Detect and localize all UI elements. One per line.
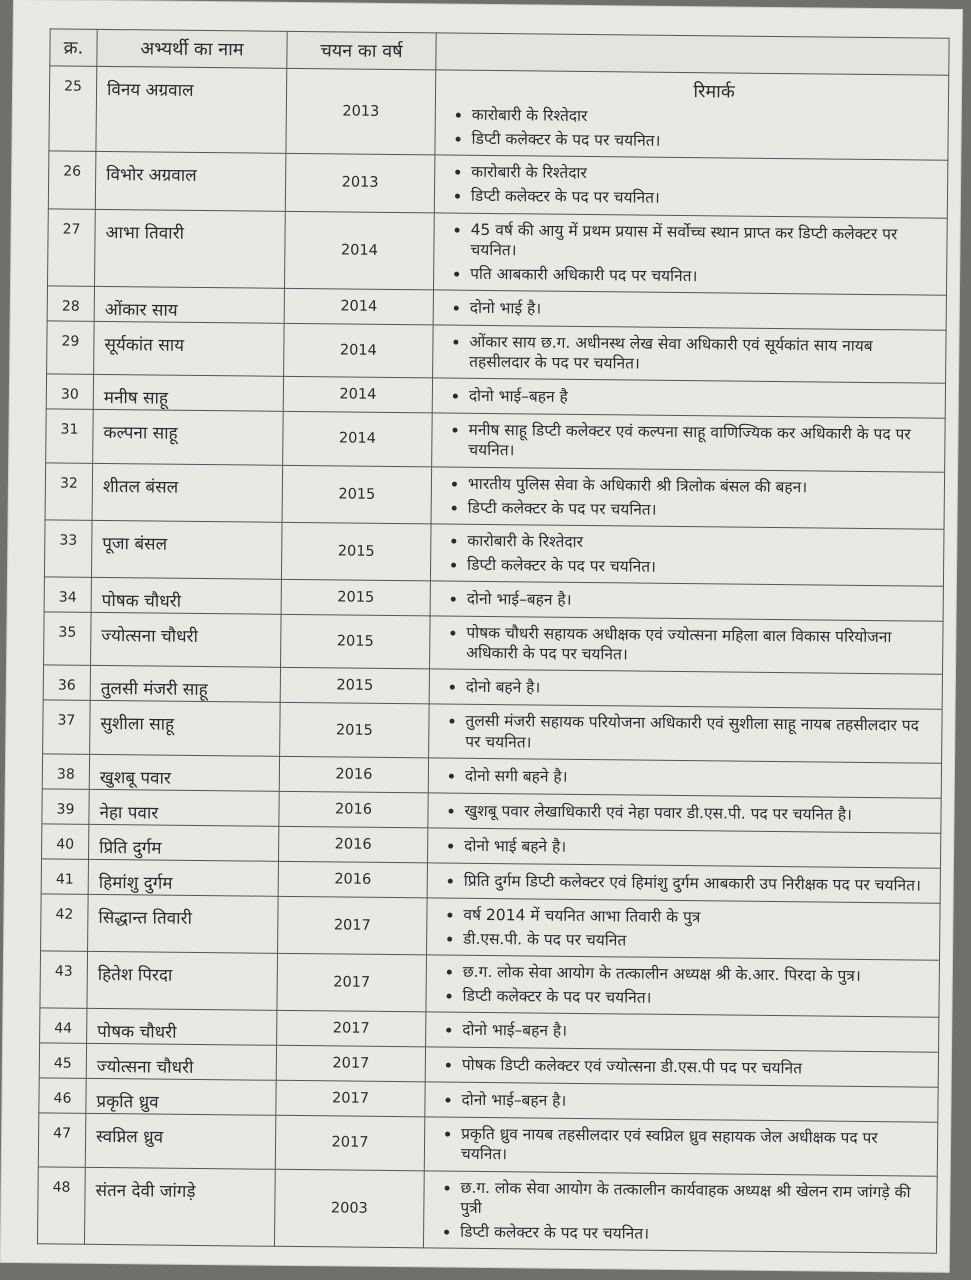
remarks-cell [432, 413, 946, 472]
candidate-name-cell: प्रिति दुर्गम [89, 824, 279, 861]
remark-item: • भारतीय पुलिस सेवा के अधिकारी श्री त्रिलोक बंसल की बहन। [468, 473, 934, 498]
serial-cell: 38 [42, 754, 89, 789]
serial-cell: 42 [41, 894, 89, 952]
candidate-name-cell: हिमांशु दुर्गम [88, 859, 278, 896]
table-row [41, 894, 941, 961]
remarks-cell [432, 378, 945, 418]
remarks-cell [425, 1082, 938, 1122]
serial-cell: 30 [46, 374, 93, 409]
remarks-list [442, 835, 930, 860]
header-name: अभ्यर्थी का नाम [97, 29, 287, 68]
candidate-name-cell: हितेश पिरदा [87, 951, 278, 1010]
remarks-cell [426, 1012, 939, 1052]
remark-item: • डिप्टी कलेक्टर के पद पर चयनित। [462, 986, 928, 1011]
remark-item: • कारोबारी के रिश्तेदार [467, 531, 933, 556]
serial-cell: 27 [48, 208, 96, 286]
candidate-name-cell: पोषक चौधरी [91, 577, 281, 614]
header-remarks-blank [436, 33, 949, 75]
remark-item: • छ.ग. लोक सेवा आयोग के तत्कालीन कार्यवाहक अध्यक्ष श्री खेलन राम जांगड़े की पुत्री [460, 1177, 926, 1222]
serial-cell: 46 [39, 1078, 86, 1113]
remarks-cell [430, 524, 944, 587]
candidate-name-cell: विभोर अग्रवाल [95, 152, 286, 211]
remarks-list [438, 1177, 927, 1247]
serial-cell: 36 [43, 665, 90, 700]
header-serial: क्र. [50, 29, 97, 66]
remark-item: • डिप्टी कलेक्टर के पद पर चयनित। [468, 497, 934, 522]
remarks-cell [430, 616, 944, 675]
table-row [43, 700, 943, 763]
remark-item: • पति आबकारी अधिकारी पद पर चयनित। [470, 264, 936, 289]
remarks-list [448, 297, 936, 322]
remarks-cell [433, 290, 946, 330]
candidate-name-cell: तुलसी मंजरी साहू [90, 666, 280, 703]
candidate-name-cell: नेहा पवार [89, 789, 279, 826]
serial-cell: 29 [47, 321, 95, 375]
remarks-list [444, 623, 932, 668]
remark-item: • डी.एस.पी. के पद पर चयनित [463, 929, 929, 954]
document-page [1, 0, 962, 1272]
remark-item: • प्रिति दुर्गम डिप्टी कलेक्टर एवं हिमांशु दुर्गम आबकारी उप निरीक्षक पद पर चयनित। [464, 870, 930, 895]
remark-item: • कारोबारी के रिश्तेदार [471, 162, 937, 187]
remark-item: • दोनो भाई–बहन है [469, 386, 935, 411]
remarks-cell [435, 70, 949, 161]
remarks-list [448, 219, 937, 289]
remarks-cell [427, 828, 940, 868]
selection-year-cell: 2016 [279, 756, 428, 793]
remarks-list [449, 162, 937, 211]
table-row [40, 951, 940, 1018]
selection-year-cell: 2015 [280, 668, 429, 705]
selection-year-cell: 2016 [279, 791, 428, 828]
remarks-cell [428, 793, 941, 833]
selection-year-cell: 2017 [277, 953, 427, 1012]
remarks-cell [429, 704, 943, 763]
candidate-name-cell: खुशबू पवार [89, 754, 279, 791]
remarks-list [447, 386, 935, 411]
remarks-cell [428, 758, 941, 798]
candidate-name-cell: संतन देवी जांगड़े [84, 1167, 275, 1246]
selection-year-cell: 2015 [281, 579, 430, 616]
remarks-cell [427, 898, 941, 961]
remark-item: • दोनो भाई–बहन है। [462, 1020, 928, 1045]
header-remarks: रिमार्क [693, 81, 735, 103]
remark-item: • खुशबू पवार लेखाधिकारी एवं नेहा पवार डी.एस.पी. पद पर चयनित है। [464, 800, 930, 825]
remarks-cell [424, 1117, 938, 1176]
remarks-cell [425, 1047, 938, 1087]
serial-cell: 25 [49, 66, 97, 152]
selection-year-cell: 2015 [282, 465, 432, 524]
table-row [48, 208, 948, 295]
selection-year-cell: 2014 [283, 377, 432, 414]
remarks-list [440, 1055, 928, 1080]
remarks-list [444, 677, 932, 702]
remark-item: • मनीष साहू डिप्टी कलेक्टर एवं कल्पना साहू वाणिज्यिक कर अधिकारी के पद पर चयनित। [468, 420, 934, 465]
remark-item: • दोनो भाई बहने है। [464, 835, 930, 860]
remarks-cell [433, 325, 947, 384]
selection-year-cell: 2017 [276, 1046, 425, 1083]
candidate-table [37, 28, 950, 1253]
remarks-list [449, 105, 937, 154]
selection-year-cell: 2017 [277, 1011, 426, 1048]
selection-year-cell: 2013 [286, 68, 436, 155]
serial-cell: 31 [46, 409, 94, 463]
table-row [48, 151, 948, 218]
remarks-list [443, 765, 931, 790]
remark-item: • वर्ष 2014 में चयनित आभा तिवारी के पुत्र [463, 904, 929, 929]
remarks-list [446, 473, 934, 522]
remarks-cell [433, 212, 947, 295]
selection-year-cell: 2003 [274, 1169, 424, 1248]
candidate-name-cell: शीतल बंसल [92, 463, 283, 522]
serial-cell: 28 [47, 286, 94, 321]
selection-year-cell: 2015 [281, 614, 431, 669]
selection-year-cell: 2016 [278, 861, 427, 898]
remarks-list [442, 870, 930, 895]
serial-cell: 44 [40, 1008, 87, 1043]
serial-cell: 39 [42, 789, 89, 824]
serial-cell: 47 [38, 1113, 86, 1167]
serial-cell: 45 [39, 1043, 86, 1078]
remark-item: • दोनो बहने है। [466, 677, 932, 702]
candidate-name-cell: मनीष साहू [93, 375, 283, 412]
remark-item: • डिप्टी कलेक्टर के पद पर चयनित। [471, 186, 937, 211]
remarks-list [439, 1090, 927, 1115]
selection-year-cell: 2015 [281, 522, 431, 581]
remarks-list [443, 711, 931, 756]
serial-cell: 48 [37, 1166, 85, 1244]
remark-item: • दोनो भाई–बहन है। [467, 589, 933, 614]
remark-item: • कारोबारी के रिश्तेदार [472, 105, 938, 130]
remark-item: • छ.ग. लोक सेवा आयोग के तत्कालीन अध्यक्ष श्री के.आर. पिरदा के पुत्र। [463, 962, 929, 987]
candidate-name-cell: सुशीला साहू [90, 701, 281, 756]
serial-cell: 37 [43, 700, 91, 754]
remarks-list [447, 332, 935, 377]
remark-item: • डिप्टी कलेक्टर के पद पर चयनित। [467, 555, 933, 580]
remark-item: • पोषक डिप्टी कलेक्टर एवं ज्योत्सना डी.एस.पी पद पर चयनित [462, 1055, 928, 1080]
candidate-name-cell: कल्पना साहू [93, 410, 284, 465]
remarks-list [442, 800, 930, 825]
candidate-name-cell: पोषक चौधरी [87, 1009, 277, 1046]
candidate-name-cell: ज्योत्सना चौधरी [86, 1044, 276, 1081]
candidate-name-cell: ओंकार साय [94, 286, 284, 323]
remarks-cell [426, 955, 940, 1018]
table-row [44, 612, 944, 675]
selection-year-cell: 2014 [284, 323, 434, 378]
remarks-list [440, 961, 928, 1010]
selection-year-cell: 2014 [284, 211, 434, 290]
candidate-name-cell: ज्योत्सना चौधरी [91, 612, 282, 667]
table-row [44, 520, 944, 587]
candidate-name-cell: विनय अग्रवाल [96, 66, 287, 153]
table-row [49, 66, 949, 161]
remarks-cell [434, 155, 948, 218]
remark-item: • 45 वर्ष की आयु में प्रथम प्रयास में सर्वोच्च स्थान प्राप्त कर डिप्टी कलेक्टर पर चयनित। [470, 219, 936, 264]
remark-item: • तुलसी मंजरी सहायक परियोजना अधिकारी एवं सुशीला साहू नायब तहसीलदार पद पर चयनित। [465, 711, 931, 756]
remarks-list [439, 1124, 927, 1169]
remarks-cell [430, 581, 943, 621]
remarks-list [441, 904, 929, 953]
selection-year-cell: 2017 [275, 1116, 425, 1171]
serial-cell: 41 [41, 859, 88, 894]
remark-item: • दोनो भाई है। [470, 298, 936, 323]
candidate-name-cell: स्वप्निल ध्रुव [85, 1114, 276, 1169]
remarks-list [446, 420, 934, 465]
selection-year-cell: 2016 [278, 826, 427, 863]
selection-year-cell: 2013 [285, 154, 435, 213]
candidate-name-cell: सिद्धान्त तिवारी [88, 894, 279, 953]
table-row [45, 462, 945, 529]
remarks-list [445, 589, 933, 614]
selection-year-cell: 2014 [283, 412, 433, 467]
remark-item: • दोनो सगी बहने है। [465, 765, 931, 790]
serial-cell: 33 [44, 520, 92, 578]
header-year: चयन का वर्ष [287, 31, 436, 70]
remarks-list [445, 530, 933, 579]
table-row [38, 1113, 938, 1176]
serial-cell: 34 [44, 577, 91, 612]
remarks-cell [429, 669, 942, 709]
selection-year-cell: 2015 [280, 703, 430, 758]
remark-item: • डिप्टी कलेक्टर के पद पर चयनित। [471, 129, 937, 154]
remarks-list [440, 1020, 928, 1045]
selection-year-cell: 2017 [276, 1081, 425, 1118]
selection-year-cell: 2014 [284, 288, 433, 325]
candidate-name-cell: पूजा बंसल [91, 520, 282, 579]
serial-cell: 35 [44, 612, 92, 666]
candidate-name-cell: आभा तिवारी [95, 209, 286, 288]
serial-cell: 32 [45, 462, 93, 520]
remark-item: • पोषक चौधरी सहायक अधीक्षक एवं ज्योत्सना महिला बाल विकास परियोजना अधिकारी के पद पर चयनित। [466, 623, 932, 668]
candidate-name-cell: प्रकृति ध्रुव [86, 1079, 276, 1116]
remarks-cell [427, 863, 940, 903]
remark-item: • ओंकार साय छ.ग. अधीनस्थ लेख सेवा अधिकारी एवं सूर्यकांत साय नायब तहसीलदार के पद पर चयनित। [469, 332, 935, 377]
serial-cell: 40 [42, 824, 89, 859]
selection-year-cell: 2017 [278, 896, 428, 955]
remark-item: • दोनो भाई–बहन है। [461, 1090, 927, 1115]
table-row [46, 409, 946, 472]
table-row [47, 321, 947, 384]
remarks-cell [423, 1170, 937, 1253]
serial-cell: 43 [40, 951, 88, 1009]
table-body [37, 66, 948, 1253]
serial-cell: 26 [48, 151, 96, 209]
table-row [37, 1166, 937, 1253]
remark-item: • प्रकृति ध्रुव नायब तहसीलदार एवं स्वप्निल ध्रुव सहायक जेल अधीक्षक पद पर चयनित। [461, 1124, 927, 1169]
remarks-cell [431, 466, 945, 529]
candidate-name-cell: सूर्यकांत साय [94, 321, 285, 376]
remark-item: • डिप्टी कलेक्टर के पद पर चयनित। [460, 1222, 926, 1247]
